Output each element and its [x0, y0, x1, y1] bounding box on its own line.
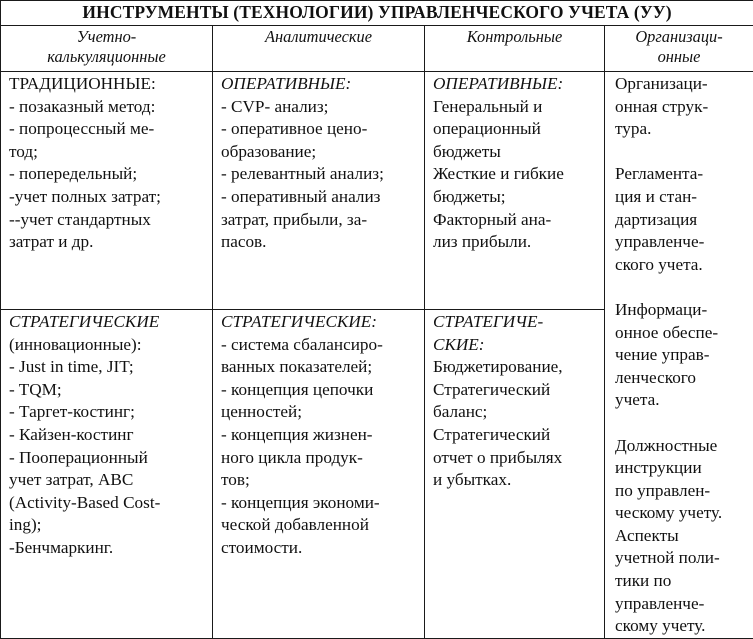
text-line: - концепция цепочки: [221, 379, 374, 399]
text-line: - TQM;: [9, 379, 62, 399]
text-line: Факторный ана-: [433, 209, 552, 229]
text-line: ванных показателей;: [221, 357, 373, 377]
text-line: ского учета.: [615, 254, 703, 274]
text-line: ческому учету.: [615, 503, 723, 523]
text-line: бюджеты;: [433, 186, 506, 206]
text-line: - система сбалансиро-: [221, 334, 383, 354]
text-line: и убытках.: [433, 470, 512, 490]
text-line: - релевантный анализ;: [221, 164, 384, 184]
text-line: лиз прибыли.: [433, 232, 532, 252]
text-line: Стратегический: [433, 424, 551, 444]
header-control: [425, 26, 605, 72]
text-line: - оперативное цено-: [221, 119, 368, 139]
cell-lines: [221, 96, 419, 254]
cell-heading: СТРАТЕГИЧЕСКИЕ: [9, 312, 160, 331]
cell-heading: ТРАДИЦИОННЫЕ:: [9, 74, 156, 93]
cell-heading: СКИЕ:: [433, 334, 485, 354]
text-line: затрат и др.: [9, 232, 94, 252]
text-line: Генеральный и: [433, 96, 543, 116]
text-line: тики по: [615, 571, 672, 591]
text-line: затрат, прибыли, за-: [221, 209, 368, 229]
cell-lines: [9, 334, 207, 560]
row-operational: [1, 72, 753, 310]
cell-organizational: [605, 72, 753, 639]
cell-lines: [9, 96, 207, 254]
text-line: Информаци-: [615, 299, 708, 319]
text-line: по управлен-: [615, 480, 711, 500]
table-title: ИНСТРУМЕНТЫ (ТЕХНОЛОГИИ) УПРАВЛЕНЧЕСКОГО УЧЕТА (УУ): [1, 1, 753, 26]
header-text: Аналитические: [264, 27, 372, 46]
text-line: бюджеты: [433, 141, 501, 161]
text-line: - Пооперационный: [9, 447, 148, 467]
header-organizational: [605, 26, 753, 72]
cell-accounting-traditional: [1, 72, 213, 310]
text-line: ция и стан-: [615, 186, 697, 206]
cell-lines: [433, 96, 599, 254]
text-line: (инновационные):: [9, 334, 142, 354]
text-line: учета.: [615, 390, 660, 410]
org-group: [615, 163, 748, 276]
text-line: -Бенчмаркинг.: [9, 537, 114, 557]
text-line: отчет о прибылях: [433, 447, 563, 467]
cell-lines: [221, 334, 419, 560]
cell-analytical-strategic: [213, 310, 425, 639]
text-line: - Just in time, JIT;: [9, 357, 134, 377]
text-line: - концепция жизнен-: [221, 424, 373, 444]
cell-control-strategic: [425, 310, 605, 639]
title-row: [1, 1, 753, 26]
org-group: [615, 299, 748, 412]
text-line: (Activity-Based Cost-: [9, 492, 161, 512]
text-line: стоимости.: [221, 537, 303, 557]
text-line: Жесткие и гибкие: [433, 164, 564, 184]
header-text: калькуляционные: [47, 47, 166, 66]
header-row: [1, 26, 753, 72]
cell-analytical-operational: [213, 72, 425, 310]
text-line: - Кайзен-костинг: [9, 424, 134, 444]
header-text: онные: [657, 47, 701, 66]
header-accounting: [1, 26, 213, 72]
text-line: баланс;: [433, 402, 488, 422]
text-line: Организаци-: [615, 74, 708, 93]
text-line: инструкции: [615, 458, 702, 478]
text-line: - позаказный метод:: [9, 96, 156, 116]
text-line: -учет полных затрат;: [9, 186, 161, 206]
text-line: учет затрат, АВС: [9, 470, 134, 490]
org-group: [615, 435, 748, 638]
header-text: Учетно-: [76, 27, 137, 46]
cell-heading: ОПЕРАТИВНЫЕ:: [433, 74, 564, 93]
text-line: скому учету.: [615, 616, 706, 636]
text-line: - Таргет-костинг;: [9, 402, 135, 422]
text-line: Стратегический: [433, 379, 551, 399]
org-group: [615, 73, 748, 141]
text-line: Аспекты: [615, 525, 679, 545]
text-line: тура.: [615, 119, 652, 139]
text-line: пасов.: [221, 232, 267, 252]
text-line: ленческого: [615, 367, 697, 387]
cell-heading: СТРАТЕГИЧЕ-: [433, 312, 544, 331]
text-line: ческой добавленной: [221, 515, 369, 535]
text-line: учетной поли-: [615, 548, 720, 568]
cell-control-operational: [425, 72, 605, 310]
text-line: онная струк-: [615, 96, 709, 116]
text-line: - попередельный;: [9, 164, 138, 184]
cell-heading: СТРАТЕГИЧЕСКИЕ:: [221, 312, 377, 331]
text-line: дартизация: [615, 209, 698, 229]
text-line: ценностей;: [221, 402, 302, 422]
text-line: - оперативный анализ: [221, 186, 381, 206]
text-line: Регламента-: [615, 164, 704, 184]
header-text: Контрольные: [466, 27, 563, 46]
text-line: ного цикла продук-: [221, 447, 363, 467]
header-analytical: [213, 26, 425, 72]
text-line: тод;: [9, 141, 38, 161]
cell-accounting-strategic: [1, 310, 213, 639]
text-line: - концепция экономи-: [221, 492, 380, 512]
text-line: онное обеспе-: [615, 322, 719, 342]
text-line: операционный: [433, 119, 541, 139]
text-line: чение управ-: [615, 345, 710, 365]
cell-lines: [433, 356, 599, 492]
text-line: - CVP- анализ;: [221, 96, 329, 116]
text-line: - попроцессный ме-: [9, 119, 155, 139]
cell-heading: ОПЕРАТИВНЫЕ:: [221, 74, 352, 93]
text-line: управленче-: [615, 593, 705, 613]
text-line: образование;: [221, 141, 317, 161]
header-text: Организаци-: [635, 27, 723, 46]
text-line: управленче-: [615, 232, 705, 252]
text-line: Бюджетирование,: [433, 357, 563, 377]
text-line: --учет стандартных: [9, 209, 151, 229]
text-line: Должностные: [615, 435, 718, 455]
text-line: ing);: [9, 515, 42, 535]
text-line: тов;: [221, 470, 250, 490]
